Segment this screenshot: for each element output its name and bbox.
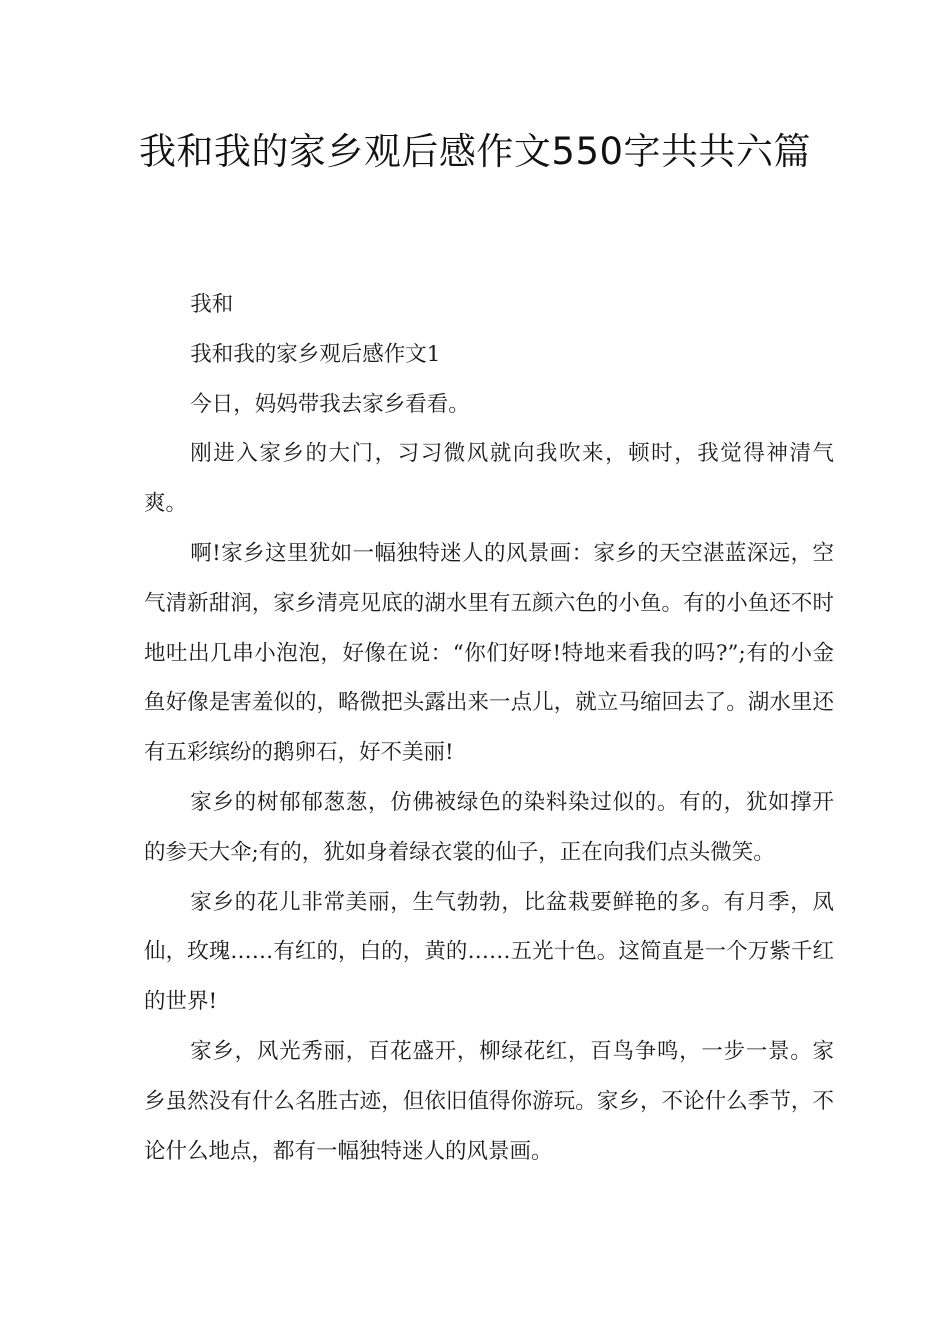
document-title: 我和我的家乡观后感作文550字共共六篇	[138, 130, 812, 173]
document-body	[144, 280, 834, 1176]
paragraph: 家乡的花儿非常美丽，生气勃勃，比盆栽要鲜艳的多。有月季，凤仙，玫瑰……有红的，白的，黄的……五光十色。这简直是一个万紫千红的世界!	[144, 889, 834, 1015]
paragraph: 今日，妈妈带我去家乡看看。	[190, 391, 470, 417]
paragraph: 我和我的家乡观后感作文1	[190, 341, 441, 367]
paragraph: 家乡的树郁郁葱葱，仿佛被绿色的染料染过似的。有的，犹如撑开的参天大伞;有的，犹如身着绿衣裳的仙子，正在向我们点头微笑。	[144, 789, 834, 865]
paragraph: 啊!家乡这里犹如一幅独特迷人的风景画：家乡的天空湛蓝深远，空气清新甜润，家乡清亮见底的湖水里有五颜六色的小鱼。有的小鱼还不时地吐出几串小泡泡，好像在说：“你们好呀!特地来看我的吗?”;有的小金鱼好像是害羞似的，略微把头露出来一点儿，就立马缩回去了。湖水里还有五彩缤纷的鹅卵石，好不美丽!	[144, 540, 834, 766]
paragraph: 家乡，风光秀丽，百花盛开，柳绿花红，百鸟争鸣，一步一景。家乡虽然没有什么名胜古迹，但依旧值得你游玩。家乡，不论什么季节，不论什么地点，都有一幅独特迷人的风景画。	[144, 1038, 834, 1164]
paragraph: 刚进入家乡的大门，习习微风就向我吹来，顿时，我觉得神清气爽。	[144, 441, 834, 517]
paragraph: 我和	[190, 292, 234, 317]
